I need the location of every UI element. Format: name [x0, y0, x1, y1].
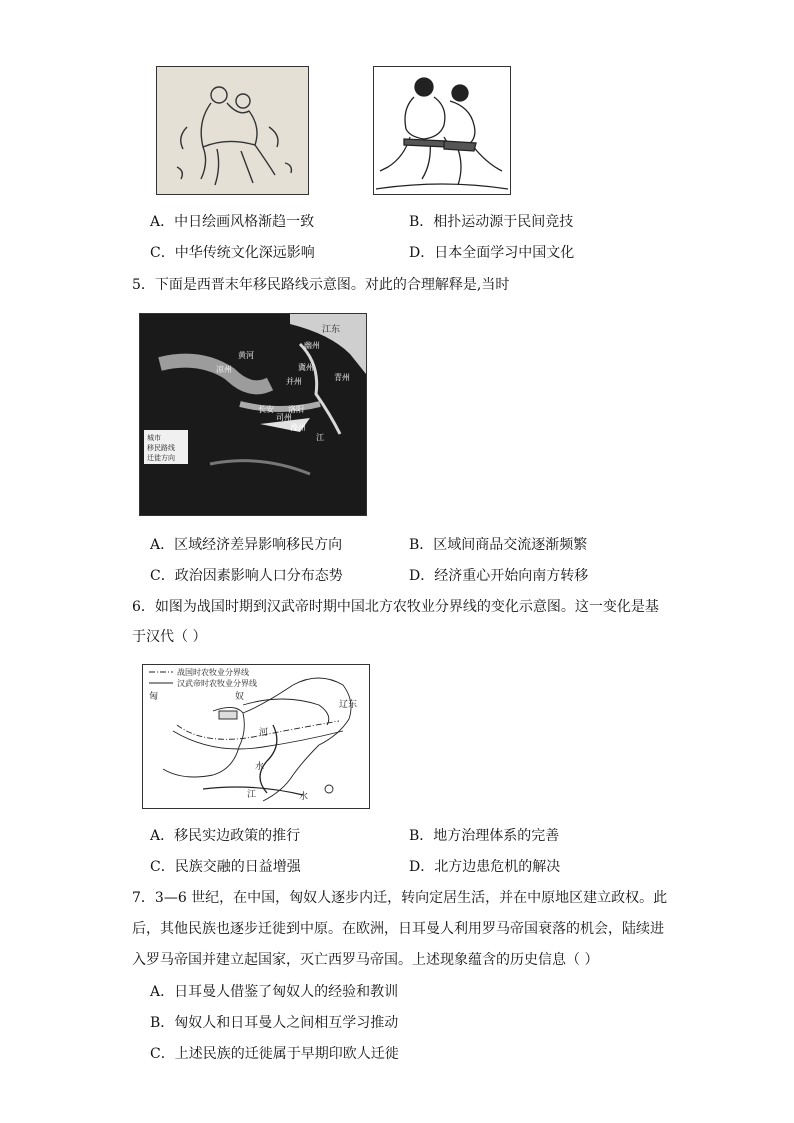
q6-option-d: D．北方边患危机的解决 [409, 859, 561, 875]
map-label-sizhou: 司州 [276, 413, 292, 422]
q5-option-d: D．经济重心开始向南方转移 [409, 568, 589, 584]
map-label-he: 河 [259, 728, 269, 738]
map-label-liaodong: 辽东 [339, 700, 358, 710]
q5-option-b: B．区域间商品交流逐渐频繁 [409, 537, 588, 553]
map-label-jiang: 江 [316, 433, 324, 442]
map-label-jiang: 江 [247, 790, 257, 800]
map-legend-direction: 迁徙方向 [147, 454, 175, 462]
map-label-youzhou: 幽州 [304, 341, 320, 350]
map-label-luoyang: 洛阳 [288, 405, 304, 414]
q6-option-a: A．移民实边政策的推行 [150, 828, 301, 844]
map-legend-route: 移民路线 [147, 444, 175, 452]
q7-stem-line2: 后，其他民族也逐步迁徙到中原。在欧洲，日耳曼人利用罗马帝国衰落的机会，陆续进 [132, 921, 664, 937]
map-label-liangzhou: 凉州 [216, 365, 232, 374]
map-label-bingzhou: 并州 [286, 377, 302, 386]
map-label-nu: 奴 [235, 692, 245, 702]
q4-option-a: A．中日绘画风格渐趋一致 [150, 214, 315, 230]
q5-stem: 5．下面是西晋末年移民路线示意图。对此的合理解释是,当时 [132, 277, 510, 293]
legend-han-wudi-line: 汉武帝时农牧业分界线 [177, 679, 257, 688]
q6-option-c: C．民族交融的日益增强 [150, 859, 301, 875]
q4-option-d: D．日本全面学习中国文化 [409, 245, 575, 261]
q7-option-a: A．日耳曼人借鉴了匈奴人的经验和教训 [150, 984, 399, 1000]
map-label-xiong: 匈 [149, 692, 159, 702]
map-label-qingzhou: 青州 [334, 373, 350, 382]
q6-stem-line2: 于汉代（ ） [132, 629, 207, 645]
q7-option-c: C．上述民族的迁徙属于早期印欧人迁徙 [150, 1046, 399, 1062]
q4-option-c: C．中华传统文化深远影响 [150, 245, 315, 261]
map-label-jizhou: 冀州 [298, 363, 314, 372]
q5-option-c: C．政治因素影响人口分布态势 [150, 568, 343, 584]
q7-stem-line3: 入罗马帝国并建立起国家，灭亡西罗马帝国。上述现象蕴含的历史信息（ ） [132, 952, 599, 968]
map-label-yuzhou: 豫州 [290, 423, 306, 432]
western-jin-migration-map [139, 313, 367, 516]
chinese-wrestling-painting [156, 66, 309, 195]
q6-option-b: B．地方治理体系的完善 [409, 828, 560, 844]
map-label-huanghe: 黄河 [238, 351, 254, 360]
agro-pastoral-boundary-map [142, 664, 370, 809]
q7-option-b: B．匈奴人和日耳曼人之间相互学习推动 [150, 1015, 399, 1031]
legend-warring-states-line: 战国时农牧业分界线 [177, 668, 249, 677]
japanese-sumo-illustration [373, 66, 511, 195]
q6-stem-line1: 6．如图为战国时期到汉武帝时期中国北方农牧业分界线的变化示意图。这一变化是基 [132, 599, 659, 615]
map-label-shui-north: 水 [255, 762, 265, 772]
map-label-changan: 长安 [258, 405, 274, 414]
map-legend-city: 城市 [147, 434, 161, 442]
map-label-shui-south: 水 [299, 792, 309, 802]
q7-stem-line1: 7．3—6 世纪，在中国，匈奴人逐步内迁，转向定居生活，并在中原地区建立政权。此 [132, 890, 668, 906]
q5-option-a: A．区域经济差异影响移民方向 [150, 537, 343, 553]
q4-option-b: B．相扑运动源于民间竞技 [409, 214, 574, 230]
map-label-jiangdong: 江东 [322, 325, 341, 335]
